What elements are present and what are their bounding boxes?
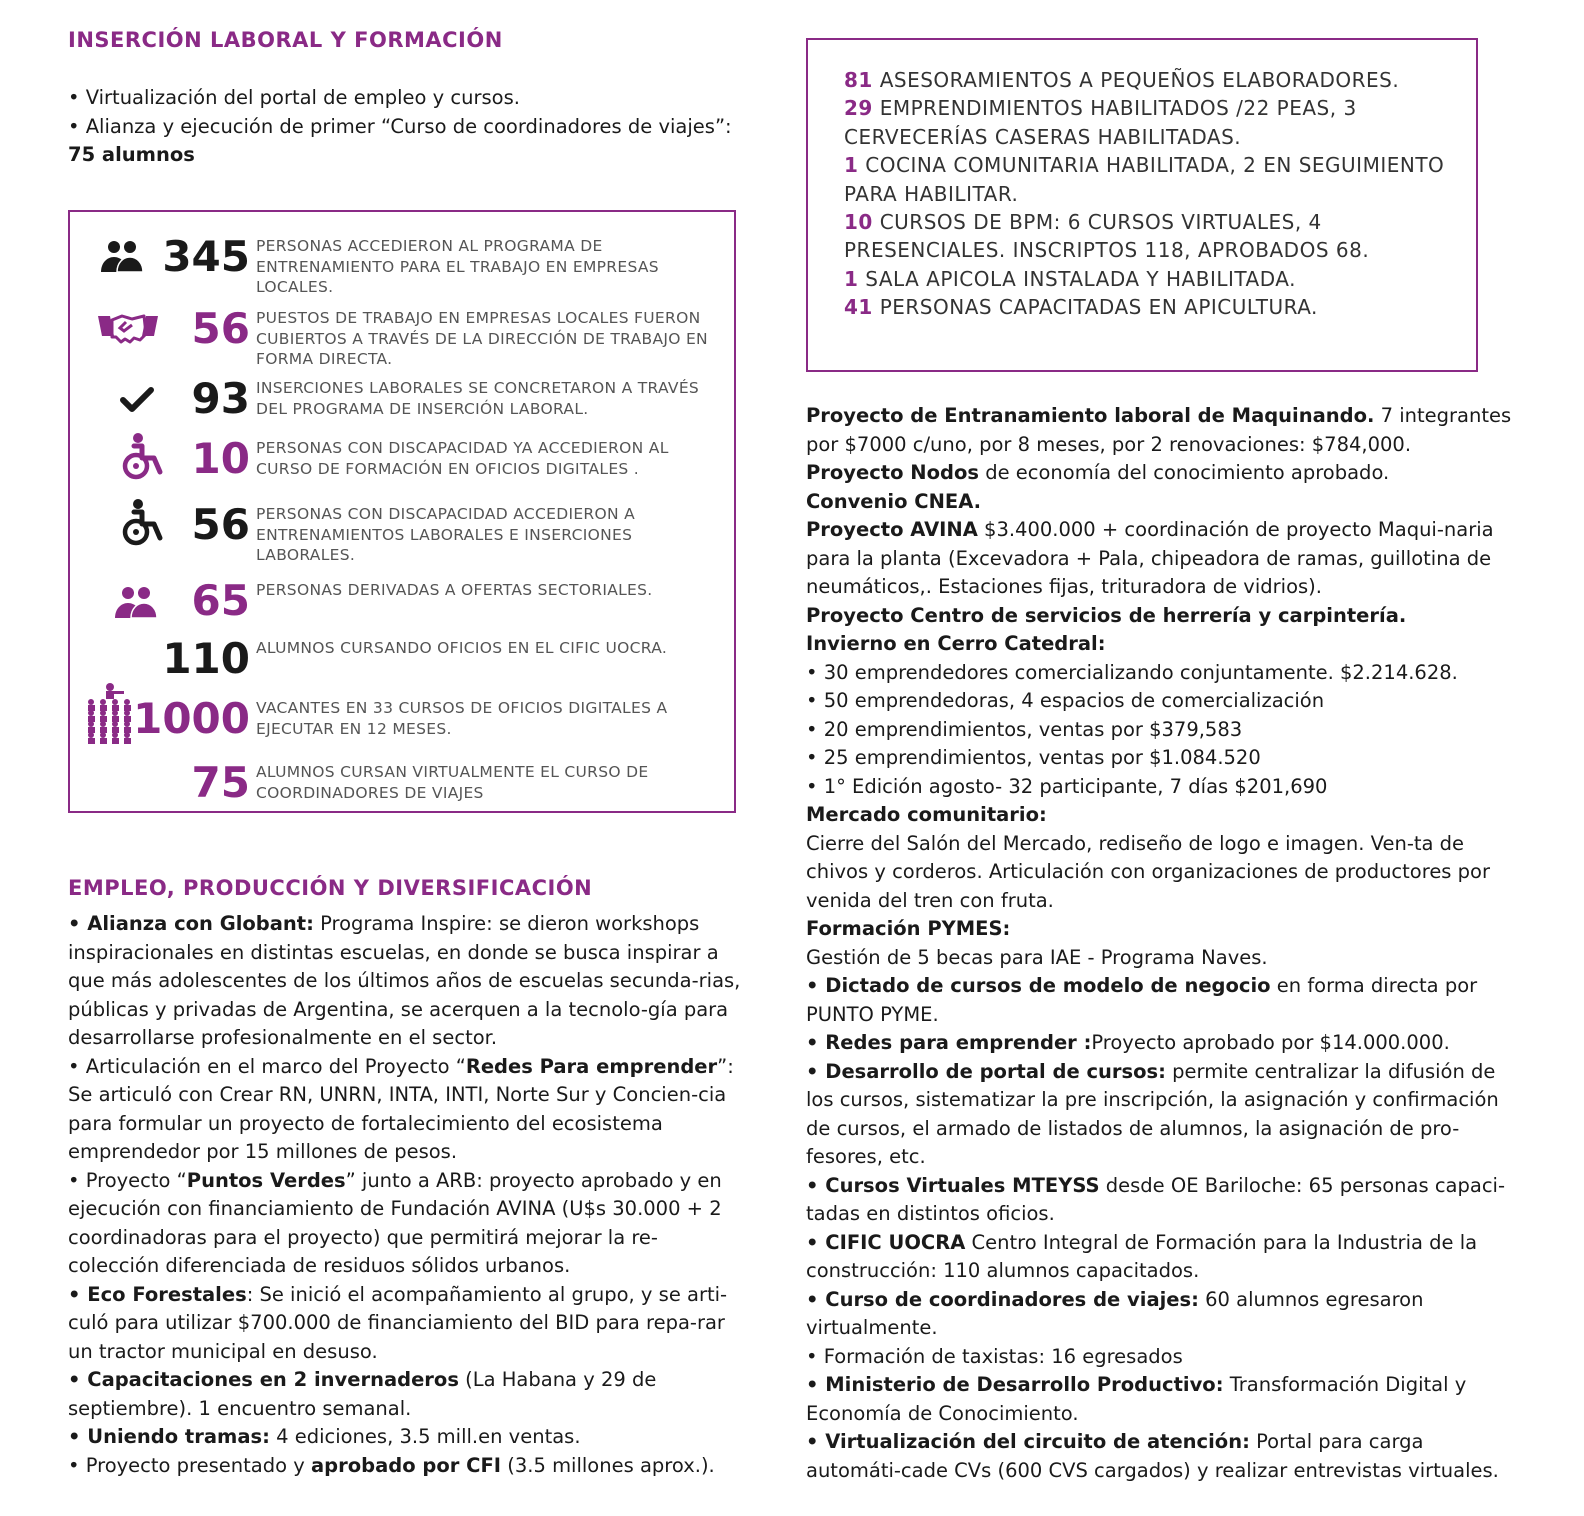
empleo-body xyxy=(68,910,748,1480)
project-paragraph: • 25 emprendimientos, ventas por $1.084.520 xyxy=(806,746,1261,769)
summary-item xyxy=(844,151,1454,208)
insercion-line-3: 75 alumnos xyxy=(68,143,195,166)
project-paragraph: • Ministerio de Desarrollo Productivo: Transformación Digital y Economía de Conocimiento. xyxy=(806,1373,1467,1425)
project-paragraph: • Dictado de cursos de modelo de negocio en forma directa por PUNTO PYME. xyxy=(806,974,1478,1026)
project-paragraph: Convenio CNEA. xyxy=(806,489,982,513)
project-paragraph: Proyecto Nodos de economía del conocimiento aprobado. xyxy=(806,461,1390,484)
stat-number: 110 xyxy=(162,634,250,683)
stat-description: PERSONAS ACCEDIERON AL PROGRAMA DE ENTRENAMIENTO PARA EL TRABAJO EN EMPRESAS LOCALES. xyxy=(256,237,659,296)
stat-description: PERSONAS DERIVADAS A OFERTAS SECTORIALES. xyxy=(256,581,653,599)
projects-column xyxy=(806,402,1516,1485)
empleo-paragraph: • Alianza con Globant: Programa Inspire: se dieron workshops inspiracionales en distintas escuelas, en donde se busca inspirar a que más adolescentes de los últimos años de escuelas secunda-rias, públicas y privadas de Argentina, se acerquen a la tecnolo-gía para desarrollarse profesionalmente en el sector. xyxy=(68,912,741,1049)
project-paragraph: • Cursos Virtuales MTEYSS desde OE Bariloche: 65 personas capaci-tadas en distintos oficios. xyxy=(806,1173,1506,1225)
stat-number: 56 xyxy=(191,500,250,549)
project-paragraph: Proyecto AVINA $3.400.000 + coordinación de proyecto Maqui-naria para la planta (Excevadora + Pala, chipeadora de ramas, guillotina de neumáticos,. Estaciones fijas, trituradora de vidrios). xyxy=(806,518,1494,598)
stat-number: 1000 xyxy=(133,694,250,743)
empleo-paragraph: • Capacitaciones en 2 invernaderos (La Habana y 29 de septiembre). 1 encuentro semanal. xyxy=(68,1368,657,1420)
summary-number: 41 xyxy=(844,295,873,320)
section-title-insercion: INSERCIÓN LABORAL Y FORMACIÓN xyxy=(68,28,503,52)
project-paragraph: Cierre del Salón del Mercado, rediseño de logo e imagen. Ven-ta de chivos y corderos. Articulación con organizaciones de productores por venida del tren con fruta. xyxy=(806,831,1490,912)
stat-description: PERSONAS CON DISCAPACIDAD YA ACCEDIERON AL CURSO DE FORMACIÓN EN OFICIOS DIGITALES . xyxy=(256,439,669,478)
summary-number: 81 xyxy=(844,68,873,92)
stat-description: ALUMNOS CURSANDO OFICIOS EN EL CIFIC UOCRA. xyxy=(256,639,668,657)
stat-number: 93 xyxy=(191,374,250,423)
insercion-line-2: • Alianza y ejecución de primer “Curso de coordinadores de viajes”: xyxy=(68,114,732,138)
summary-text: COCINA COMUNITARIA HABILITADA, 2 EN SEGUIMIENTO PARA HABILITAR. xyxy=(844,153,1445,206)
stat-description: VACANTES EN 33 CURSOS DE OFICIOS DIGITALES A EJECUTAR EN 12 MESES. xyxy=(256,699,668,738)
project-paragraph: • Desarrollo de portal de cursos: permite centralizar la difusión de los cursos, sistematizar la pre inscripción, la asignación y confirmación de cursos, el armado de listados de alumnos, la asignación de pro-fesores, etc. xyxy=(806,1059,1499,1168)
summary-item xyxy=(844,66,1454,94)
summary-list xyxy=(844,66,1454,322)
empleo-paragraph: • Proyecto “Puntos Verdes” junto a ARB: proyecto aprobado y en ejecución con financiamiento de Fundación AVINA (U$s 30.000 + 2 coordinadoras para el proyecto) que permitirá mejorar la re-colección diferenciada de residuos sólidos urbanos. xyxy=(68,1168,722,1277)
project-paragraph: Invierno en Cerro Catedral: xyxy=(806,632,1106,655)
summary-number: 10 xyxy=(844,210,873,235)
project-paragraph: Formación PYMES: xyxy=(806,917,1011,940)
project-paragraph: • 30 emprendedores comercializando conjuntamente. $2.214.628. xyxy=(806,660,1458,684)
stats-box xyxy=(68,210,736,813)
empleo-paragraph: • Eco Forestales: Se inició el acompañamiento al grupo, y se arti-culó para utilizar $700.000 de financiamiento del BID para repa-rar un tractor municipal en desuso. xyxy=(68,1282,728,1363)
summary-box xyxy=(806,38,1478,372)
empleo-paragraph: • Uniendo tramas: 4 ediciones, 3.5 mill.en ventas. xyxy=(68,1425,581,1448)
empleo-paragraph: • Proyecto presentado y aprobado por CFI (3.5 millones aprox.). xyxy=(68,1453,715,1477)
summary-text: CURSOS DE BPM: 6 CURSOS VIRTUALES, 4 PRESENCIALES. INSCRIPTOS 118, APROBADOS 68. xyxy=(844,210,1370,263)
project-paragraph: • Curso de coordinadores de viajes: 60 alumnos egresaron virtualmente. xyxy=(806,1287,1424,1339)
summary-item xyxy=(844,265,1454,293)
summary-item xyxy=(844,293,1454,321)
project-paragraph: • CIFIC UOCRA Centro Integral de Formación para la Industria de la construcción: 110 alumnos capacitados. xyxy=(806,1230,1478,1282)
summary-number: 1 xyxy=(844,266,859,291)
stat-number: 75 xyxy=(191,758,250,807)
section-empleo xyxy=(68,876,748,1480)
project-paragraph: • 1° Edición agosto- 32 participante, 7 días $201,690 xyxy=(806,774,1328,798)
stat-number: 345 xyxy=(162,232,250,281)
project-paragraph: • Virtualización del circuito de atención: Portal para carga automáti-cade CVs (600 CVS cargados) y realizar entrevistas virtuales. xyxy=(806,1430,1499,1482)
section-insercion xyxy=(68,28,748,170)
project-paragraph: Mercado comunitario: xyxy=(806,803,1047,826)
project-paragraph: • Formación de taxistas: 16 egresados xyxy=(806,1344,1183,1368)
stat-description: PUESTOS DE TRABAJO EN EMPRESAS LOCALES FUERON CUBIERTOS A TRAVÉS DE LA DIRECCIÓN DE TRABAJO EN FORMA DIRECTA. xyxy=(256,309,708,368)
stat-number: 10 xyxy=(191,434,250,483)
summary-number: 29 xyxy=(844,96,873,121)
project-paragraph: Proyecto Centro de servicios de herrería y carpintería. xyxy=(806,603,1407,627)
stat-number: 56 xyxy=(191,304,250,353)
project-paragraph: Gestión de 5 becas para IAE - Programa Naves. xyxy=(806,945,1268,969)
summary-text: EMPRENDIMIENTOS HABILITADOS /22 PEAS, 3 CERVECERÍAS CASERAS HABILITADAS. xyxy=(844,96,1357,149)
summary-text: ASESORAMIENTOS A PEQUEÑOS ELABORADORES. xyxy=(872,68,1400,92)
projects-body xyxy=(806,402,1516,1485)
summary-item xyxy=(844,208,1454,265)
section-title-empleo: EMPLEO, PRODUCCIÓN Y DIVERSIFICACIÓN xyxy=(68,876,593,900)
stat-description: ALUMNOS CURSAN VIRTUALMENTE EL CURSO DE COORDINADORES DE VIAJES xyxy=(256,763,649,802)
project-paragraph: • 50 emprendedoras, 4 espacios de comercialización xyxy=(806,689,1325,712)
stat-description: PERSONAS CON DISCAPACIDAD ACCEDIERON A ENTRENAMIENTOS LABORALES E INSERCIONES LABORALES. xyxy=(256,505,636,564)
summary-number: 1 xyxy=(844,153,859,178)
summary-item xyxy=(844,94,1454,151)
summary-text: SALA APICOLA INSTALADA Y HABILITADA. xyxy=(858,266,1296,291)
empleo-paragraph: • Articulación en el marco del Proyecto “Redes Para emprender”: Se articuló con Crear RN, UNRN, INTA, INTI, Norte Sur y Concien-cia para formular un proyecto de fortalecimiento del ecosistema emprendedor por 15 millones de pesos. xyxy=(68,1054,734,1163)
summary-text: PERSONAS CAPACITADAS EN APICULTURA. xyxy=(872,295,1318,320)
project-paragraph: • Redes para emprender :Proyecto aprobado por $14.000.000. xyxy=(806,1031,1450,1054)
stat-number: 65 xyxy=(191,576,250,625)
insercion-line-1: • Virtualización del portal de empleo y cursos. xyxy=(68,86,520,109)
stat-description: INSERCIONES LABORALES SE CONCRETARON A TRAVÉS DEL PROGRAMA DE INSERCIÓN LABORAL. xyxy=(256,379,700,418)
project-paragraph: Proyecto de Entranamiento laboral de Maquinando. 7 integrantes por $7000 c/uno, por 8 meses, por 2 renovaciones: $784,000. xyxy=(806,404,1512,456)
project-paragraph: • 20 emprendimientos, ventas por $379,583 xyxy=(806,717,1243,741)
